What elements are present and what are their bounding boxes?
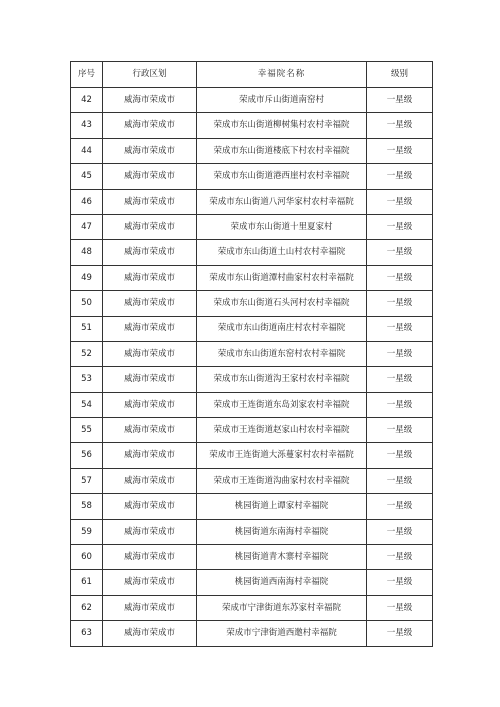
table-row [71,341,433,366]
cell-region: 威海市荣成市 [103,468,197,493]
cell-region: 威海市荣成市 [103,316,197,341]
cell-level: 一星级 [367,468,433,493]
cell-region: 威海市荣成市 [103,519,197,544]
cell-name: 荣成市王连街道东岛刘家农村幸福院 [197,392,367,417]
cell-name: 荣成市东山街道十里夏家村 [197,214,367,239]
table-row [71,519,433,544]
cell-name: 荣成市东山街道沟王家村农村幸福院 [197,367,367,392]
cell-level: 一星级 [367,392,433,417]
header-seq: 序号 [71,62,103,88]
cell-region: 威海市荣成市 [103,341,197,366]
table-row [71,468,433,493]
cell-name: 桃园街道上谭家村幸福院 [197,494,367,519]
cell-region: 威海市荣成市 [103,367,197,392]
cell-region: 威海市荣成市 [103,291,197,316]
cell-seq: 57 [71,468,103,493]
cell-seq: 53 [71,367,103,392]
cell-region: 威海市荣成市 [103,113,197,138]
cell-name: 荣成市王连街道大泺蔓家村农村幸福院 [197,443,367,468]
cell-seq: 47 [71,214,103,239]
cell-level: 一星级 [367,113,433,138]
table-row [71,570,433,595]
cell-region: 威海市荣成市 [103,392,197,417]
cell-seq: 62 [71,595,103,620]
cell-level: 一星级 [367,265,433,290]
table-row [71,291,433,316]
cell-name: 荣成市宁津街道东苏家村幸福院 [197,595,367,620]
cell-region: 威海市荣成市 [103,265,197,290]
cell-seq: 51 [71,316,103,341]
cell-level: 一星级 [367,214,433,239]
cell-level: 一星级 [367,621,433,646]
cell-seq: 45 [71,164,103,189]
cell-seq: 59 [71,519,103,544]
cell-name: 荣成市斥山街道南窑村 [197,88,367,113]
table-row [71,214,433,239]
cell-region: 威海市荣成市 [103,138,197,163]
table-row [71,240,433,265]
cell-name: 荣成市东山街道柳树集村农村幸福院 [197,113,367,138]
table-header-row [71,62,433,88]
cell-region: 威海市荣成市 [103,418,197,443]
welfare-home-table [70,61,433,647]
cell-level: 一星级 [367,341,433,366]
table-row [71,316,433,341]
cell-seq: 52 [71,341,103,366]
table-row [71,189,433,214]
cell-name: 荣成市东山街道土山村农村幸福院 [197,240,367,265]
cell-name: 荣成市东山街道港西崖村农村幸福院 [197,164,367,189]
cell-seq: 49 [71,265,103,290]
cell-name: 荣成市宁津街道西邀村幸福院 [197,621,367,646]
table-row [71,392,433,417]
header-level: 级别 [367,62,433,88]
cell-region: 威海市荣成市 [103,494,197,519]
table-row [71,621,433,646]
table-row [71,418,433,443]
cell-seq: 55 [71,418,103,443]
cell-seq: 46 [71,189,103,214]
cell-name: 桃园街道西南海村幸福院 [197,570,367,595]
cell-level: 一星级 [367,570,433,595]
cell-name: 荣成市东山街道东窑村农村幸福院 [197,341,367,366]
cell-seq: 61 [71,570,103,595]
cell-name: 荣成市东山街道潭村曲家村农村幸福院 [197,265,367,290]
cell-seq: 54 [71,392,103,417]
cell-name: 荣成市东山街道南庄村农村幸福院 [197,316,367,341]
cell-level: 一星级 [367,367,433,392]
cell-level: 一星级 [367,138,433,163]
cell-region: 威海市荣成市 [103,189,197,214]
cell-region: 威海市荣成市 [103,621,197,646]
cell-region: 威海市荣成市 [103,570,197,595]
cell-region: 威海市荣成市 [103,240,197,265]
table-row [71,443,433,468]
cell-name: 荣成市东山街道八河华家村农村幸福院 [197,189,367,214]
cell-level: 一星级 [367,291,433,316]
cell-level: 一星级 [367,240,433,265]
cell-level: 一星级 [367,545,433,570]
cell-seq: 43 [71,113,103,138]
cell-name: 桃园街道东南海村幸福院 [197,519,367,544]
cell-level: 一星级 [367,443,433,468]
cell-region: 威海市荣成市 [103,164,197,189]
table-row [71,138,433,163]
cell-name: 桃园街道青木寨村幸福院 [197,545,367,570]
header-name: 幸福院名称 [197,62,367,88]
cell-seq: 58 [71,494,103,519]
table-row [71,265,433,290]
cell-region: 威海市荣成市 [103,88,197,113]
cell-seq: 42 [71,88,103,113]
cell-region: 威海市荣成市 [103,214,197,239]
cell-seq: 60 [71,545,103,570]
cell-region: 威海市荣成市 [103,595,197,620]
cell-level: 一星级 [367,595,433,620]
cell-region: 威海市荣成市 [103,545,197,570]
cell-seq: 50 [71,291,103,316]
cell-name: 荣成市王连街道赵家山村农村幸福院 [197,418,367,443]
table-row [71,113,433,138]
cell-level: 一星级 [367,418,433,443]
cell-name: 荣成市东山街道楼底下村农村幸福院 [197,138,367,163]
table-body [71,88,433,647]
header-region: 行政区划 [103,62,197,88]
table-row [71,88,433,113]
cell-seq: 44 [71,138,103,163]
cell-seq: 48 [71,240,103,265]
cell-name: 荣成市王连街道沟曲家村农村幸福院 [197,468,367,493]
cell-seq: 56 [71,443,103,468]
table-row [71,595,433,620]
table-row [71,164,433,189]
table-row [71,545,433,570]
cell-region: 威海市荣成市 [103,443,197,468]
cell-level: 一星级 [367,316,433,341]
cell-level: 一星级 [367,519,433,544]
table-row [71,494,433,519]
table-row [71,367,433,392]
cell-seq: 63 [71,621,103,646]
cell-level: 一星级 [367,189,433,214]
cell-level: 一星级 [367,164,433,189]
cell-level: 一星级 [367,494,433,519]
cell-name: 荣成市东山街道石头河村农村幸福院 [197,291,367,316]
cell-level: 一星级 [367,88,433,113]
